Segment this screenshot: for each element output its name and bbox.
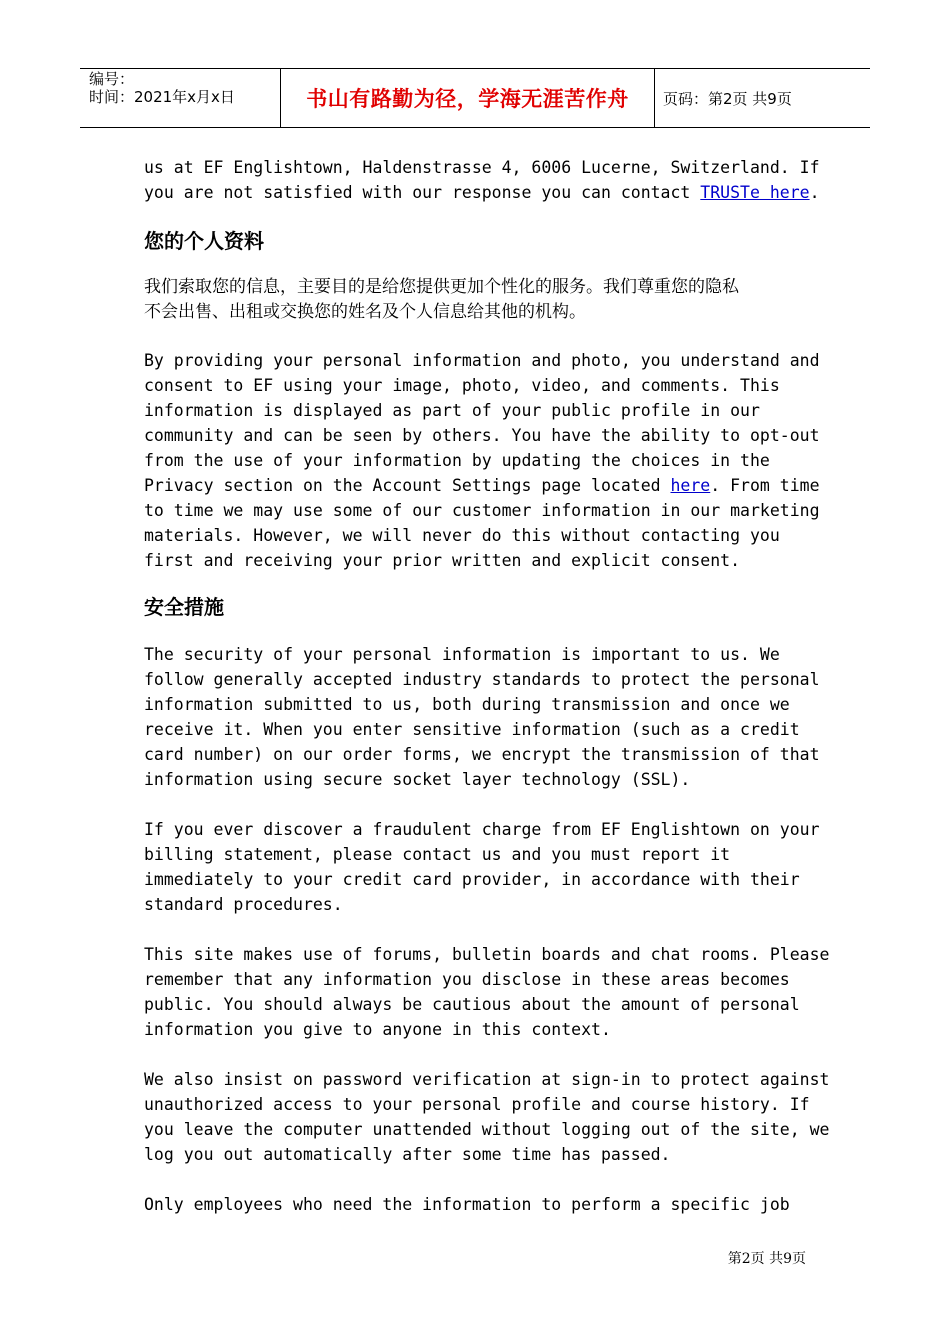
intro-line-1: us at EF Englishtown, Haldenstrasse 4, 6006 Lucerne, Switzerland. If <box>144 158 820 177</box>
security-paragraph-3: This site makes use of forums, bulletin boards and chat rooms. Please remember that any information you disclose in these areas becomes public. You should always be cautious about the amount of personal information you give to anyone in this context. <box>144 945 830 1039</box>
personal-info-text-1: By providing your personal information and photo, you understand and consent to EF using your image, photo, video, and comments. This information is displayed as part of your public profile in our community and can be seen by others. You have the ability to opt-out from the use of your information by updating the choices in the Privacy section on the Account Settings page located <box>144 351 820 495</box>
header-motto-cell <box>281 69 655 127</box>
time-label: 时间：2021年x月x日 <box>89 88 235 106</box>
personal-info-paragraph <box>144 348 824 573</box>
number-label: 编号： <box>89 70 135 88</box>
cn-line-2: 不会出售、出租或交换您的姓名及个人信息给其他的机构。 <box>144 302 586 322</box>
personal-info-cn-paragraph <box>144 275 824 325</box>
security-paragraph-1: The security of your personal information is important to us. We follow generally accepted industry standards to protect the personal information submitted to us, both during transmission and once we receive it. When you enter sensitive information (such as a credit card number) on our order forms, we encrypt the transmission of that information using secure socket layer technology (SSL). <box>144 645 820 789</box>
security-paragraph-5: Only employees who need the information to perform a specific job <box>144 1195 790 1214</box>
page-header <box>80 68 870 128</box>
truste-link[interactable]: TRUSTe here <box>700 183 810 202</box>
cn-line-1: 我们索取您的信息，主要目的是给您提供更加个性化的服务。我们尊重您的隐私 <box>144 277 739 297</box>
header-page-info: 页码：第2页 共9页 <box>663 89 792 108</box>
motto-text: 书山有路勤为径，学海无涯苦作舟 <box>306 87 629 111</box>
intro-paragraph <box>144 155 824 205</box>
intro-line-2-end: . <box>809 183 820 202</box>
security-paragraph-4: We also insist on password verification at sign-in to protect against unauthorized access to your personal profile and course history. If you leave the computer unattended without logging out of the site, we log you out automatically after some time has passed. <box>144 1070 830 1164</box>
account-settings-here-link[interactable]: here <box>670 476 711 495</box>
document-body <box>144 155 830 1217</box>
page-footer: 第2页 共9页 <box>727 1251 806 1267</box>
security-paragraph-2: If you ever discover a fraudulent charge from EF Englishtown on your billing statement, please contact us and you must report it immediately to your credit card provider, in accordance with their standard procedures. <box>144 820 820 914</box>
personal-info-text-2: . From time to time we may use some of our customer information in our marketing materials. However, we will never do this without contacting you first and receiving your prior written and explicit consent. <box>144 476 820 570</box>
header-meta-cell <box>80 69 281 127</box>
security-heading: 安全措施 <box>144 595 224 619</box>
header-page-cell <box>655 69 870 127</box>
personal-info-heading: 您的个人资料 <box>144 229 264 253</box>
intro-line-2: you are not satisfied with our response you can contact <box>144 183 701 202</box>
